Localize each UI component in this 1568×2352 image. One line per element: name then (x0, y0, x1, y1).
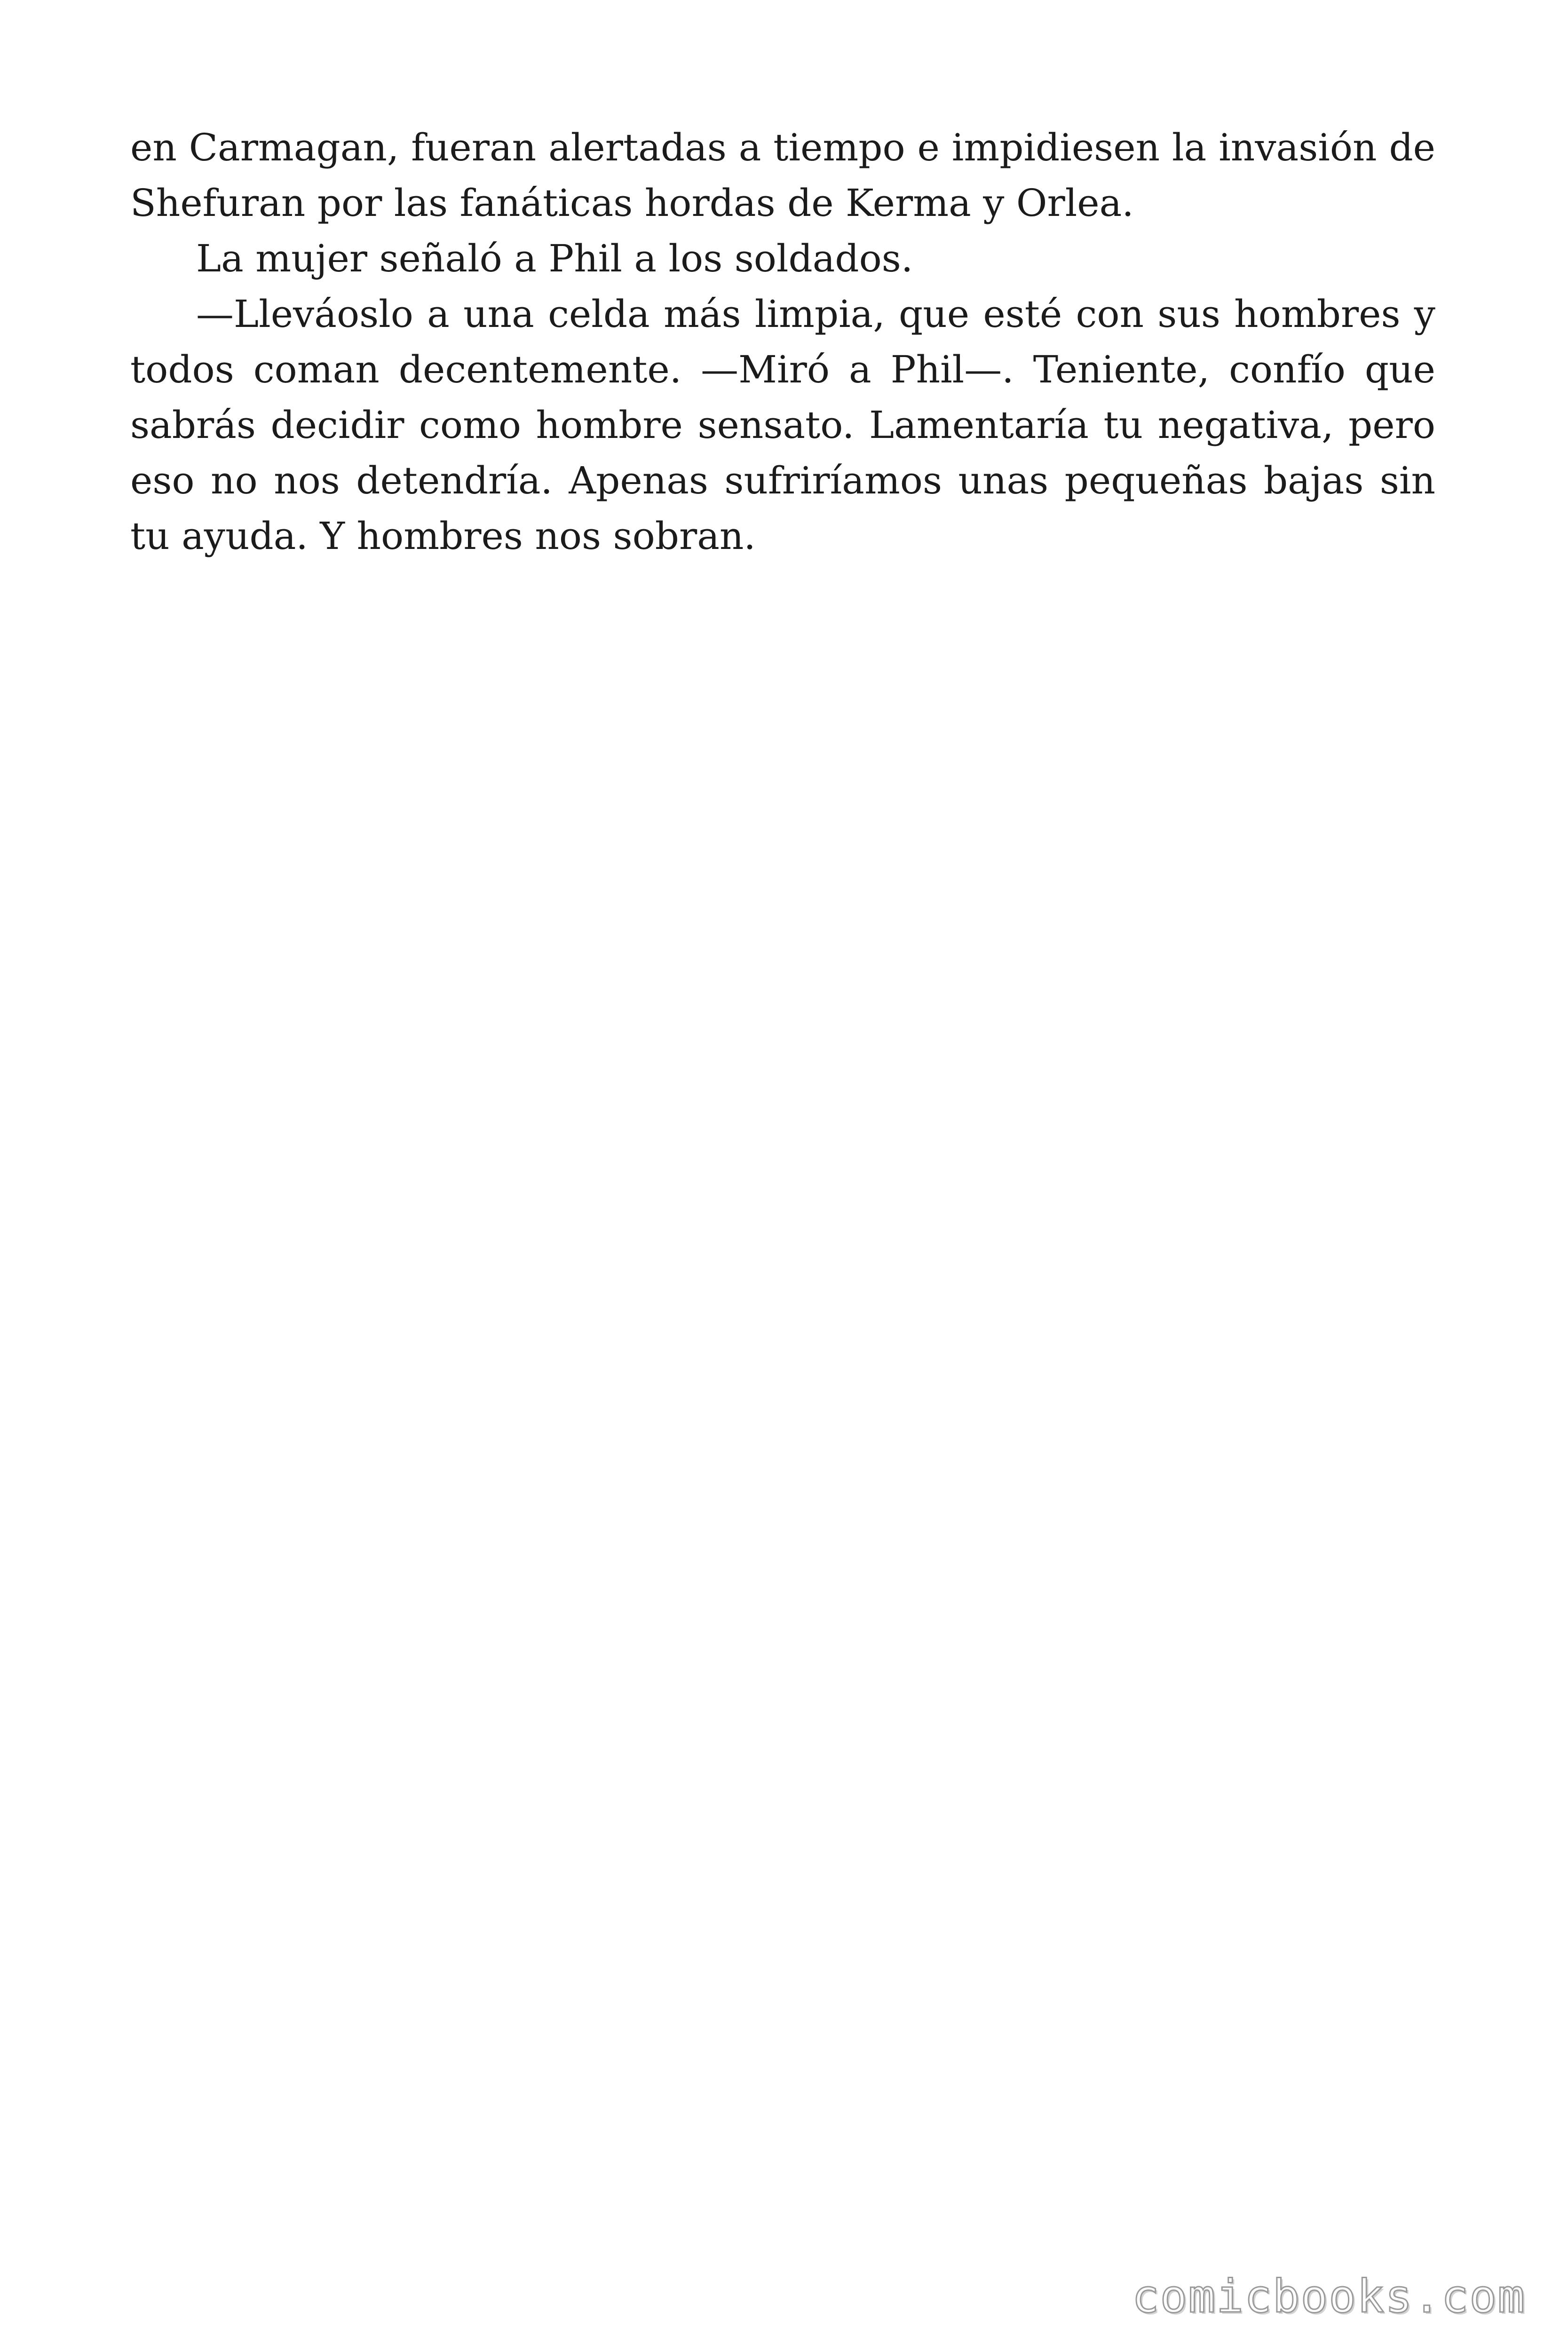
paragraph-3: —Lleváoslo a una celda más limpia, que esté con sus hombres y todos coman decentemente. —Miró a Phil—. Teniente, confío que sabrás decidir como hombre sensato. Lamentaría tu negativa, pero eso no nos detendría. Apenas sufriríamos unas pequeñas bajas sin tu ayuda. Y hombres nos sobran. (130, 292, 1435, 558)
paragraph-2: La mujer señaló a Phil a los soldados. (196, 237, 913, 280)
paragraph-1: en Carmagan, fueran alertadas a tiempo e impidiesen la invasión de Shefuran por las fanáticas hordas de Kerma y Orlea. (130, 126, 1435, 225)
watermark: comicbooks.com (1132, 2270, 1526, 2323)
body-text (130, 120, 1435, 564)
